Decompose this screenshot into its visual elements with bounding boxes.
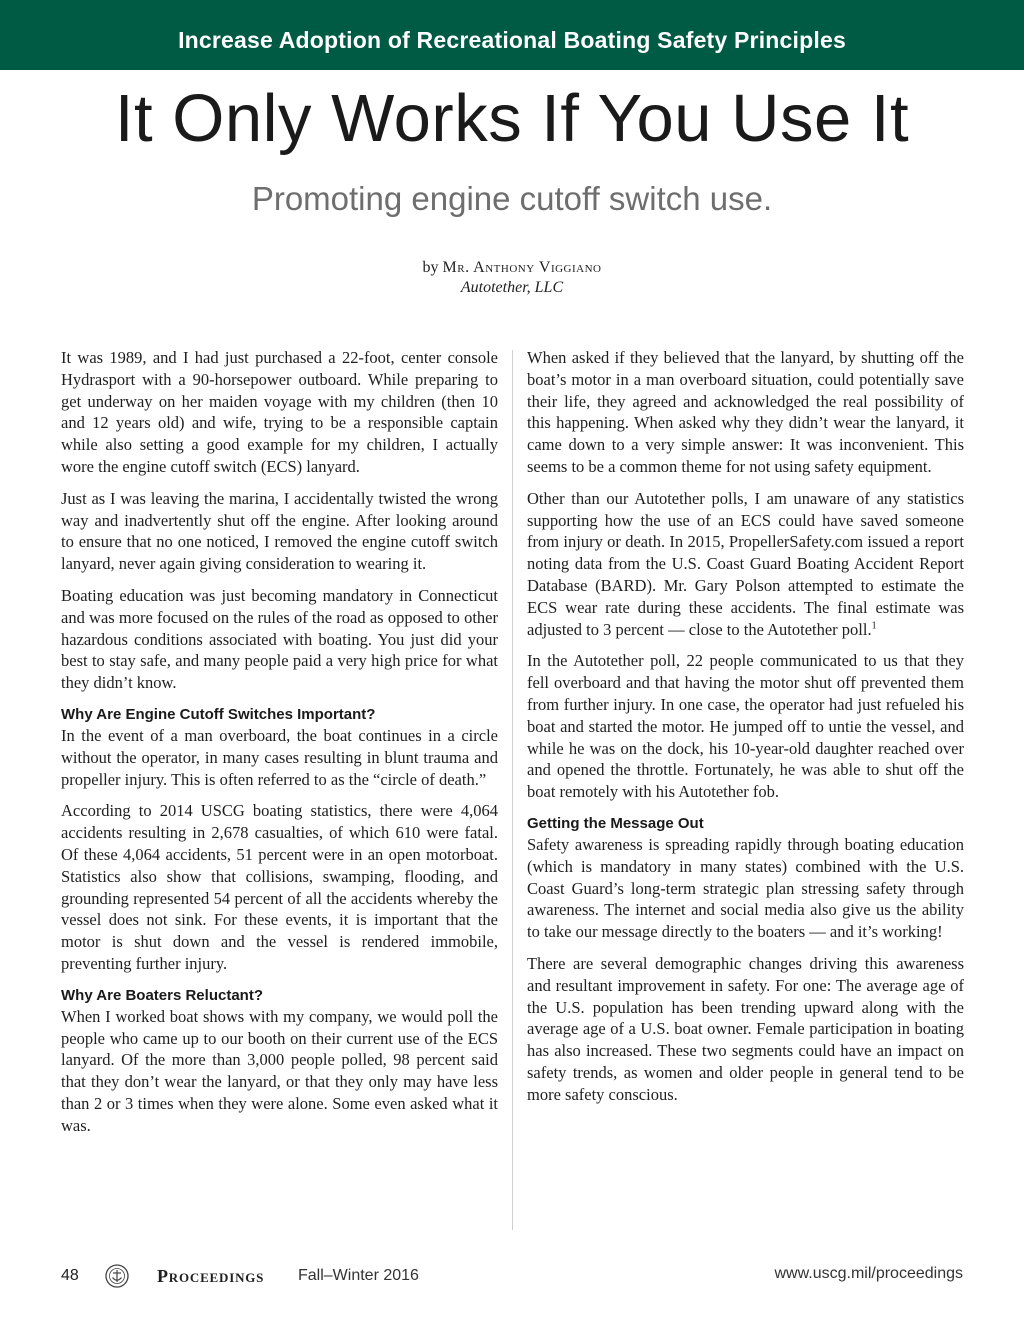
paragraph: According to 2014 USCG boating statistics, there were 4,064 accidents resulting in 2,678 casualties, of which 610 were fatal. Of these 4,064 accidents, 51 percent were in an open motorboat. Statistics also show that collisions, swamping, flooding, and grounding represented 54 percent of all the accidents whereby the vessel does not sink. For these events, it is important that the motor is shut down and the vessel is rendered immobile, preventing further injury. (61, 801, 498, 973)
paragraph: In the event of a man overboard, the boat continues in a circle without the operator, in many cases resulting in blunt trauma and propeller injury. This is often referred to as the “circle of death.” (61, 725, 498, 789)
byline-prefix: by (422, 259, 443, 276)
paragraph: In the Autotether poll, 22 people communicated to us that they fell overboard and that having the motor shut off prevented them from further injury. In one case, the operator had just refueled his boat and started the motor. He jumped off to untie the vessel, and while he was on the dock, his 10-year-old daughter reached over and opened the throttle. Fortunately, he was able to shut off the boat remotely with his Autotether fob. (527, 651, 964, 802)
paragraph (527, 488, 964, 641)
page-footer (0, 1262, 1024, 1292)
byline (0, 258, 1024, 298)
article-title: It Only Works If You Use It (114, 81, 910, 156)
publication-name: Proceedings (157, 1266, 265, 1286)
website-url: www.uscg.mil/proceedings (774, 1265, 963, 1282)
paragraph-text: Other than our Autotether polls, I am unaware of any statistics supporting how the use of an ECS could have saved someone from injury or death. In 2015, PropellerSafety.com issued a report noting data from the U.S. Coast Guard Boating Accident Report Database (BARD). Mr. Gary Polson attempted to estimate the ECS wear rate during these accidents. The final estimate was adjusted to 3 percent — close to the Autotether poll. (527, 488, 964, 639)
article-subtitle: Promoting engine cutoff switch use. (251, 180, 773, 217)
issue-label: Fall–Winter 2016 (298, 1267, 419, 1284)
right-column (527, 347, 964, 1116)
column-divider (512, 350, 513, 1230)
section-banner: Increase Adoption of Recreational Boating Safety Principles (0, 0, 1024, 70)
section-heading: Why Are Boaters Reluctant? (61, 986, 263, 1004)
paragraph: Just as I was leaving the marina, I accidentally twisted the wrong way and inadvertently shut off the engine. After looking around to ensure that no one noticed, I removed the engine cutoff switch lanyard, never again giving consideration to wearing it. (61, 488, 498, 574)
footnote-marker: 1 (871, 620, 877, 632)
paragraph: When asked if they believed that the lanyard, by shutting off the boat’s motor in a man overboard situation, could potentially save their life, they agreed and acknowledged the real possibility of this happening. When asked why they didn’t wear the lanyard, it came down to a very simple answer: It was inconvenient. This seems to be a common theme for not using safety equipment. (527, 348, 964, 476)
paragraph: It was 1989, and I had just purchased a 22-foot, center console Hydrasport with a 90-horsepower outboard. While preparing to get underway on her maiden voyage with my children (then 10 and 12 years old) and wife, trying to be a responsible captain while also setting a good example for my children, I actually wore the engine cutoff switch (ECS) lanyard. (61, 348, 498, 476)
coast-guard-seal-icon (105, 1264, 129, 1288)
section-heading: Getting the Message Out (527, 814, 704, 832)
paragraph: Safety awareness is spreading rapidly through boating education (which is mandatory in many states) combined with the U.S. Coast Guard’s long-term strategic plan stressing safety through awareness. The internet and social media also give us the ability to take our message directly to the boaters — and it’s working! (527, 834, 964, 942)
author-affiliation: Autotether, LLC (460, 279, 564, 296)
left-column (61, 347, 498, 1147)
page-number: 48 (61, 1267, 79, 1284)
paragraph: When I worked boat shows with my company, we would poll the people who came up to our booth on their current use of the ECS lanyard. Of the more than 3,000 people polled, 98 percent said that they don’t wear the lanyard, or that they only may have less than 2 or 3 times when they were alone. Some even asked what it was. (61, 1006, 498, 1135)
paragraph: Boating education was just becoming mandatory in Connecticut and was more focused on the rules of the road as opposed to other hazardous conditions associated with boating. You just did your best to stay safe, and many people paid a very high price for what they didn’t know. (61, 585, 498, 693)
section-heading: Why Are Engine Cutoff Switches Important? (61, 705, 376, 723)
paragraph: There are several demographic changes driving this awareness and resultant improvement in safety. For one: The average age of the U.S. population has been trending upward along with the average age of a U.S. boat owner. Female participation in boating has also increased. These two segments could have an impact on safety trends, as women and older people in general tend to be more safety conscious. (527, 953, 964, 1104)
author-name: Mr. Anthony Viggiano (442, 259, 602, 276)
